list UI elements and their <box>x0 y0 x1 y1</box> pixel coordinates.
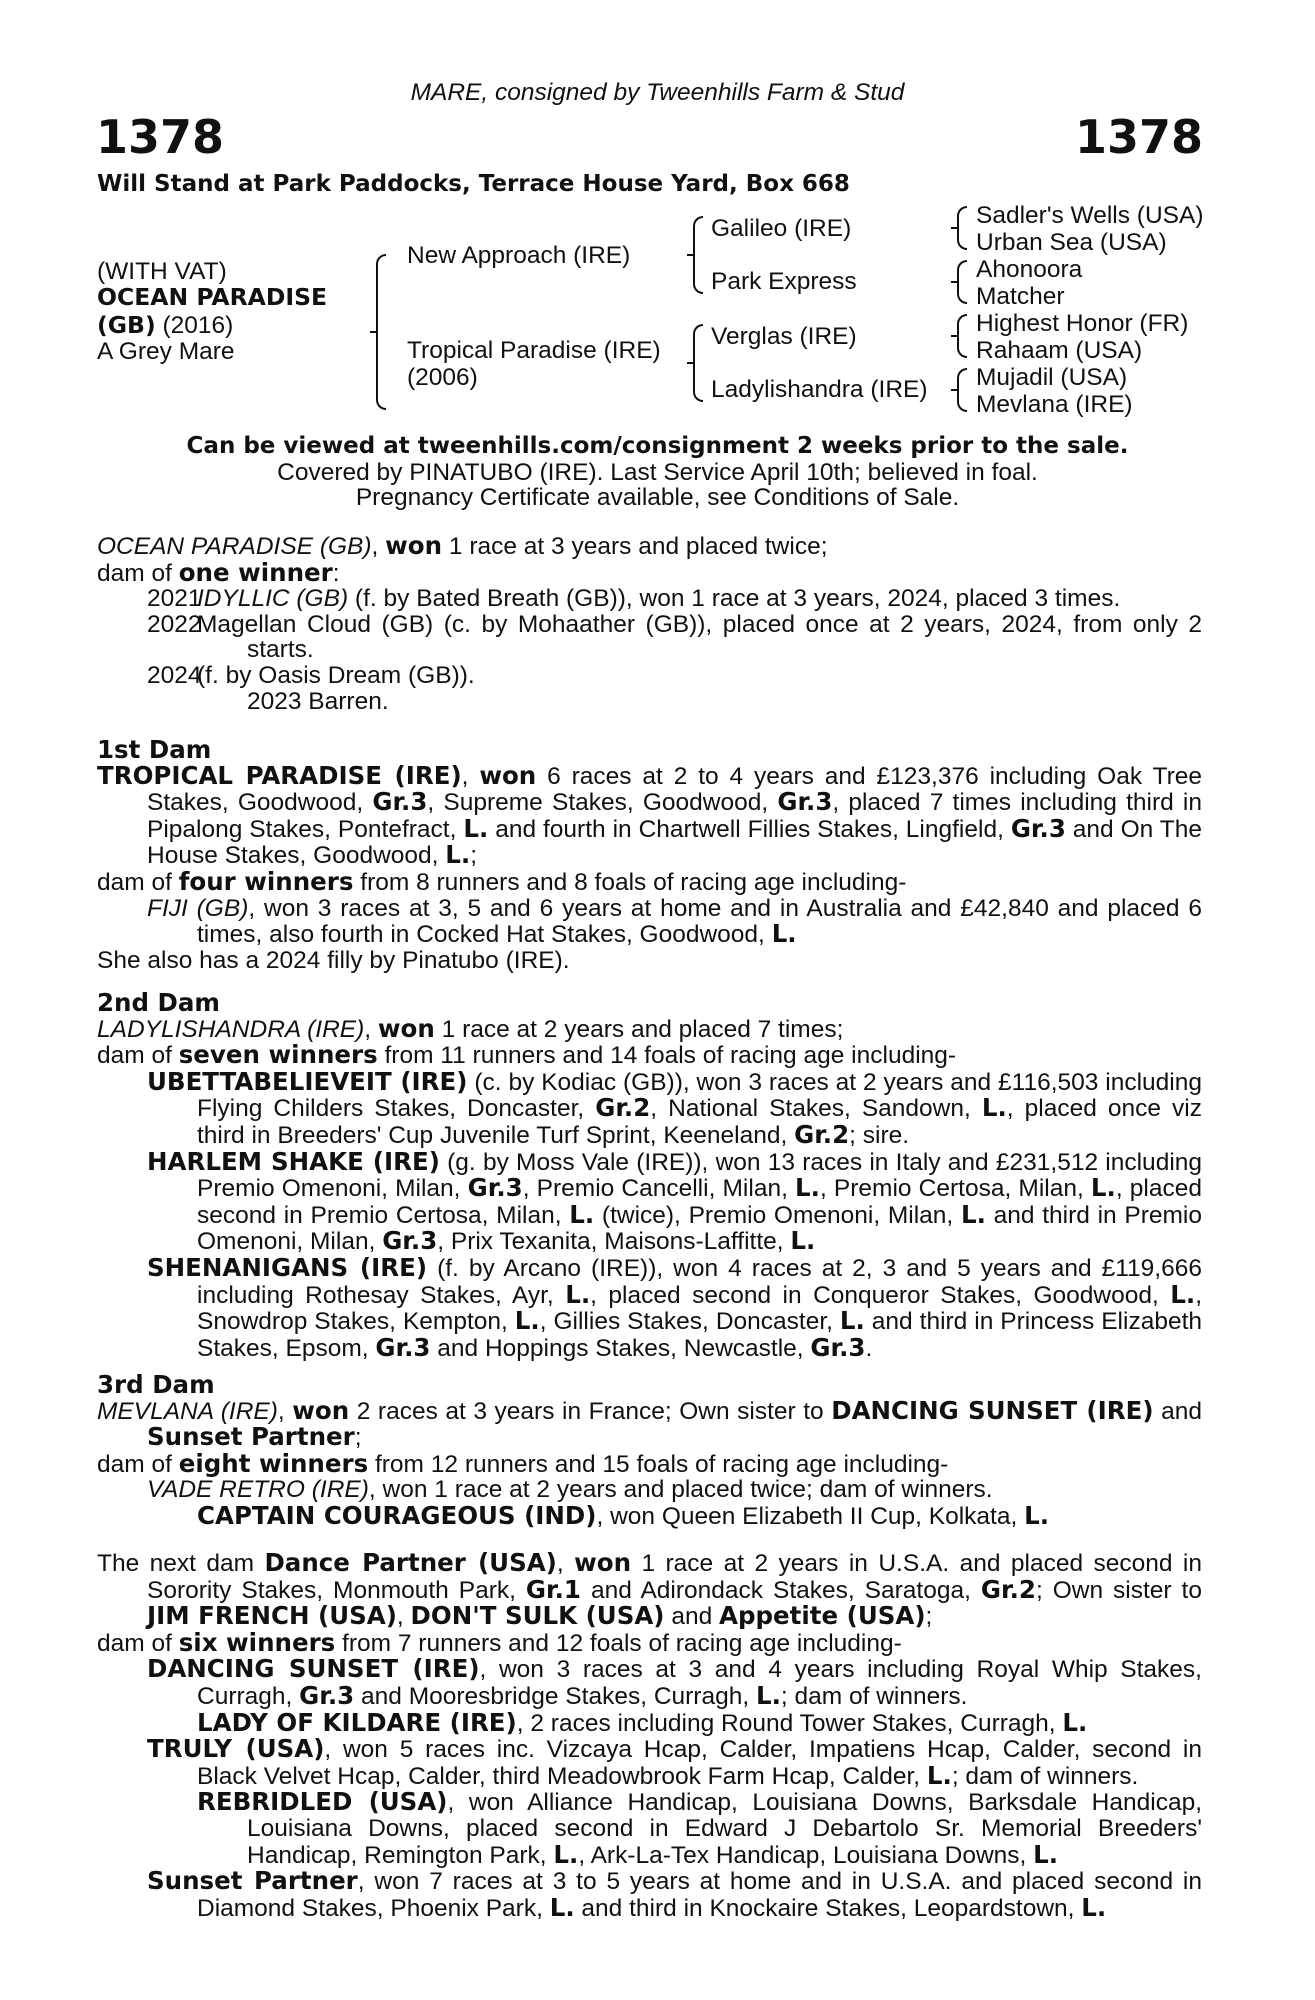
pedigree-brace-g3-4 <box>957 368 967 412</box>
pedigree-sire-sire: Galileo (IRE) <box>711 215 852 242</box>
pedigree-g3-3: Ahonoora <box>976 256 1083 283</box>
produce-winner-count: one winner <box>178 557 333 587</box>
pedigree-brace-main <box>376 254 386 410</box>
foal-year: 2024 <box>147 661 202 689</box>
pedigree-brace-sire <box>693 216 703 294</box>
progeny-entry: FIJI (GB), won 3 races at 3, 5 and 6 years at home and in Australia and £42,840 and placed 6 times, also fourth in Cocked Hat Stakes, Goodwood, L. <box>147 894 1202 949</box>
lot-number-left: 1378 <box>96 110 225 164</box>
pedigree-dam-year: (2006) <box>407 364 478 391</box>
pedigree-g3-8: Mevlana (IRE) <box>976 391 1133 418</box>
pedigree-brace-g3-2 <box>957 260 967 304</box>
pedigree-g3-1: Sadler's Wells (USA) <box>976 202 1204 229</box>
progeny-entry: CAPTAIN COURAGEOUS (IND), won Queen Elizabeth II Cup, Kolkata, L. <box>197 1500 1050 1530</box>
foal-row: 2024 (f. by Oasis Dream (GB)). <box>97 663 1202 689</box>
pedigree-g3-4: Matcher <box>976 283 1065 310</box>
foal-row: 2022 Magellan Cloud (GB) (c. by Mohaather (GB)), placed once at 2 years, 2024, from only 2 starts. <box>97 612 1202 663</box>
horse-country: (GB) <box>97 311 156 339</box>
produce-record: OCEAN PARADISE (GB), won 1 race at 3 years and placed twice; dam of one winner: 2021 IDYLLIC (GB) (f. by Bated Breath (GB)), won 1 race at 3 years, 2024, placed 3 times. 2022 Magellan Cloud (GB) (c. by Mohaather (GB)), placed once at 2 years, 2024, from only 2 starts. 2024 (f. by Oasis Dream (GB)). 2023 Barren. <box>97 531 1202 715</box>
progeny-entry: HARLEM SHAKE (IRE) (g. by Moss Vale (IRE)), won 13 races in Italy and £231,512 including Premio Omenoni, Milan, Gr.3, Premio Cancelli, Milan, L., Premio Certosa, Milan, L., placed second in Premio Certosa, Milan, L. (twice), Premio Omenoni, Milan, L. and third in Premio Omenoni, Milan, Gr.3, Prix Texanita, Maisons-Laffitte, L. <box>147 1146 1203 1256</box>
foal-year: 2021 <box>147 585 202 613</box>
third-dam-name: MEVLANA (IRE) <box>97 1397 278 1425</box>
progeny-entry: VADE RETRO (IRE), won 1 race at 2 years and placed twice; dam of winners. <box>147 1476 993 1504</box>
third-dam-heading: 3rd Dam <box>97 1370 215 1399</box>
first-dam-name: TROPICAL PARADISE (IRE) <box>97 760 462 790</box>
horse-year: (2016) <box>162 312 234 339</box>
pedigree-dam-sire: Verglas (IRE) <box>711 323 857 350</box>
next-dam-name: Dance Partner (USA) <box>264 1548 557 1577</box>
progeny-entry: UBETTABELIEVEIT (IRE) (c. by Kodiac (GB)), won 3 races at 2 years and £116,503 including Flying Childers Stakes, Doncaster, Gr.2, National Stakes, Sandown, L., placed once viz third in Breeders' Cup Juvenile Turf Sprint, Keeneland, Gr.2; sire. <box>147 1066 1203 1149</box>
second-dam-section: 2nd Dam LADYLISHANDRA (IRE), won 1 race at 2 years and placed 7 times; dam of seven winners from 11 runners and 14 foals of racing age including- UBETTABELIEVEIT (IRE) (c. by Kodiac (GB)), won 3 races at 2 years and £116,503 including Flying Childers Stakes, Doncaster, Gr.2, National Stakes, Sandown, L., placed once viz third in Breeders' Cup Juvenile Turf Sprint, Keeneland, Gr.2; sire. HARLEM SHAKE (IRE) (g. by Moss Vale (IRE)), won 13 races in Italy and £231,512 including Premio Omenoni, Milan, Gr.3, Premio Cancelli, Milan, L., Premio Certosa, Milan, L., placed second in Premio Certosa, Milan, L. (twice), Premio Omenoni, Milan, L. and third in Premio Omenoni, Milan, Gr.3, Prix Texanita, Maisons-Laffitte, L. SHENANIGANS (IRE) (f. by Arcano (IRE)), won 4 races at 2, 3 and 5 years and £119,666 including Rothesay Stakes, Ayr, L., placed second in Conqueror Stakes, Goodwood, L., Snowdrop Stakes, Kempton, L., Gillies Stakes, Doncaster, L. and third in Princess Elizabeth Stakes, Epsom, Gr.3 and Hoppings Stakes, Newcastle, Gr.3. <box>97 988 1203 1362</box>
covered-note: Covered by PINATUBO (IRE). Last Service April 10th; believed in foal. <box>277 459 1038 486</box>
pedigree-dam-dam: Ladylishandra (IRE) <box>711 376 928 403</box>
third-dam-section: 3rd Dam MEVLANA (IRE), won 2 races at 3 years in France; Own sister to DANCING SUNSET (IRE) and Sunset Partner; dam of eight winners from 12 runners and 15 foals of racing age including- VADE RETRO (IRE), won 1 race at 2 years and placed twice; dam of winners. CAPTAIN COURAGEOUS (IND), won Queen Elizabeth II Cup, Kolkata, L. <box>97 1370 1202 1530</box>
foal-name: IDYLLIC (GB) <box>197 585 349 613</box>
pedigree-g3-7: Mujadil (USA) <box>976 364 1128 391</box>
location-line: Will Stand at Park Paddocks, Terrace House Yard, Box 668 <box>97 171 850 197</box>
first-dam-section: 1st Dam TROPICAL PARADISE (IRE), won 6 races at 2 to 4 years and £123,376 including Oak Tree Stakes, Goodwood, Gr.3, Supreme Stakes, Goodwood, Gr.3, placed 7 times including third in Pipalong Stakes, Pontefract, L. and fourth in Chartwell Fillies Stakes, Lingfield, Gr.3 and On The House Stakes, Goodwood, L.; dam of four winners from 8 runners and 8 foals of racing age including- FIJI (GB), won 3 races at 3, 5 and 6 years at home and in Australia and £42,840 and placed 6 times, also fourth in Cocked Hat Stakes, Goodwood, L. She also has a 2024 filly by Pinatubo (IRE). <box>97 735 1202 974</box>
progeny-entry: LADY OF KILDARE (IRE), 2 races including Round Tower Stakes, Curragh, L. <box>197 1707 1088 1737</box>
produce-horse-name: OCEAN PARADISE (GB) <box>97 533 372 560</box>
consignor-line: MARE, consigned by Tweenhills Farm & Stud <box>410 79 905 106</box>
vat-label: (WITH VAT) <box>97 258 227 285</box>
progeny-entry: SHENANIGANS (IRE) (f. by Arcano (IRE)), won 4 races at 2, 3 and 5 years and £119,666 including Rothesay Stakes, Ayr, L., placed second in Conqueror Stakes, Goodwood, L., Snowdrop Stakes, Kempton, L., Gillies Stakes, Doncaster, L. and third in Princess Elizabeth Stakes, Epsom, Gr.3 and Hoppings Stakes, Newcastle, Gr.3. <box>147 1252 1202 1362</box>
pregnancy-note: Pregnancy Certificate available, see Conditions of Sale. <box>355 484 960 511</box>
pedigree-g3-6: Rahaam (USA) <box>976 337 1143 364</box>
pedigree-brace-g3-3 <box>957 314 967 358</box>
horse-name: OCEAN PARADISE <box>97 283 328 311</box>
foal-year: 2022 <box>147 610 202 638</box>
second-dam-name: LADYLISHANDRA (IRE) <box>97 1015 365 1043</box>
progeny-entry: Sunset Partner, won 7 races at 3 to 5 years at home and in U.S.A. and placed second in Diamond Stakes, Phoenix Park, L. and third in Knockaire Stakes, Leopardstown, L. <box>147 1866 1202 1922</box>
pedigree-g3-5: Highest Honor (FR) <box>976 310 1189 337</box>
second-dam-heading: 2nd Dam <box>97 988 220 1017</box>
pedigree-dam: Tropical Paradise (IRE) <box>407 337 661 364</box>
pedigree-brace-g3-1 <box>957 206 967 250</box>
next-dam-section: The next dam Dance Partner (USA), won 1 race at 2 years in U.S.A. and placed second in Sorority Stakes, Monmouth Park, Gr.1 and Adirondack Stakes, Saratoga, Gr.2; Own sister to JIM FRENCH (USA), DON'T SULK (USA) and Appetite (USA); dam of six winners from 7 runners and 12 foals of racing age including- DANCING SUNSET (IRE), won 3 races at 3 and 4 years including Royal Whip Stakes, Curragh, Gr.3 and Mooresbridge Stakes, Curragh, L.; dam of winners. LADY OF KILDARE (IRE), 2 races including Round Tower Stakes, Curragh, L. TRULY (USA), won 5 races inc. Vizcaya Hcap, Calder, Impatiens Hcap, Calder, second in Black Velvet Hcap, Calder, third Meadowbrook Farm Hcap, Calder, L.; dam of winners. REBRIDLED (USA), won Alliance Handicap, Louisiana Downs, Barksdale Handicap, Louisiana Downs, placed second in Edward J Debartolo Sr. Memorial Breeders' Handicap, Remington Park, L., Ark-La-Tex Handicap, Louisiana Downs, L. Sunset Partner, won 7 races at 3 to 5 years at home and in U.S.A. and placed second in Diamond Stakes, Phoenix Park, L. and third in Knockaire Stakes, Leopardstown, L. <box>97 1548 1203 1922</box>
pedigree-sire: New Approach (IRE) <box>407 242 631 269</box>
progeny-entry: REBRIDLED (USA), won Alliance Handicap, Louisiana Downs, Barksdale Handicap, Louisiana Downs, placed second in Edward J Debartolo Sr. Memorial Breeders' Handicap, Remington Park, L., Ark-La-Tex Handicap, Louisiana Downs, L. <box>197 1787 1203 1869</box>
pedigree-sire-dam: Park Express <box>711 268 857 295</box>
pedigree-g3-2: Urban Sea (USA) <box>976 229 1167 256</box>
progeny-entry: TRULY (USA), won 5 races inc. Vizcaya Hcap, Calder, Impatiens Hcap, Calder, second in Black Velvet Hcap, Calder, third Meadowbrook Farm Hcap, Calder, L.; dam of winners. <box>147 1734 1202 1790</box>
horse-description: A Grey Mare <box>97 338 235 365</box>
first-dam-note: She also has a 2024 filly by Pinatubo (IRE). <box>97 946 570 974</box>
viewing-note: Can be viewed at tweenhills.com/consignment 2 weeks prior to the sale. <box>186 433 1129 459</box>
progeny-entry: DANCING SUNSET (IRE), won 3 races at 3 and 4 years including Royal Whip Stakes, Curragh, Gr.3 and Mooresbridge Stakes, Curragh, L.; dam of winners. <box>147 1654 1202 1710</box>
pedigree-brace-dam <box>693 324 703 402</box>
lot-number-right: 1378 <box>1074 110 1203 164</box>
produce-won: won <box>385 531 443 560</box>
foal-row: 2021 IDYLLIC (GB) (f. by Bated Breath (GB)), won 1 race at 3 years, 2024, placed 3 times. <box>97 586 1202 612</box>
first-dam-heading: 1st Dam <box>97 735 212 764</box>
barren-year: 2023 Barren. <box>247 687 389 715</box>
